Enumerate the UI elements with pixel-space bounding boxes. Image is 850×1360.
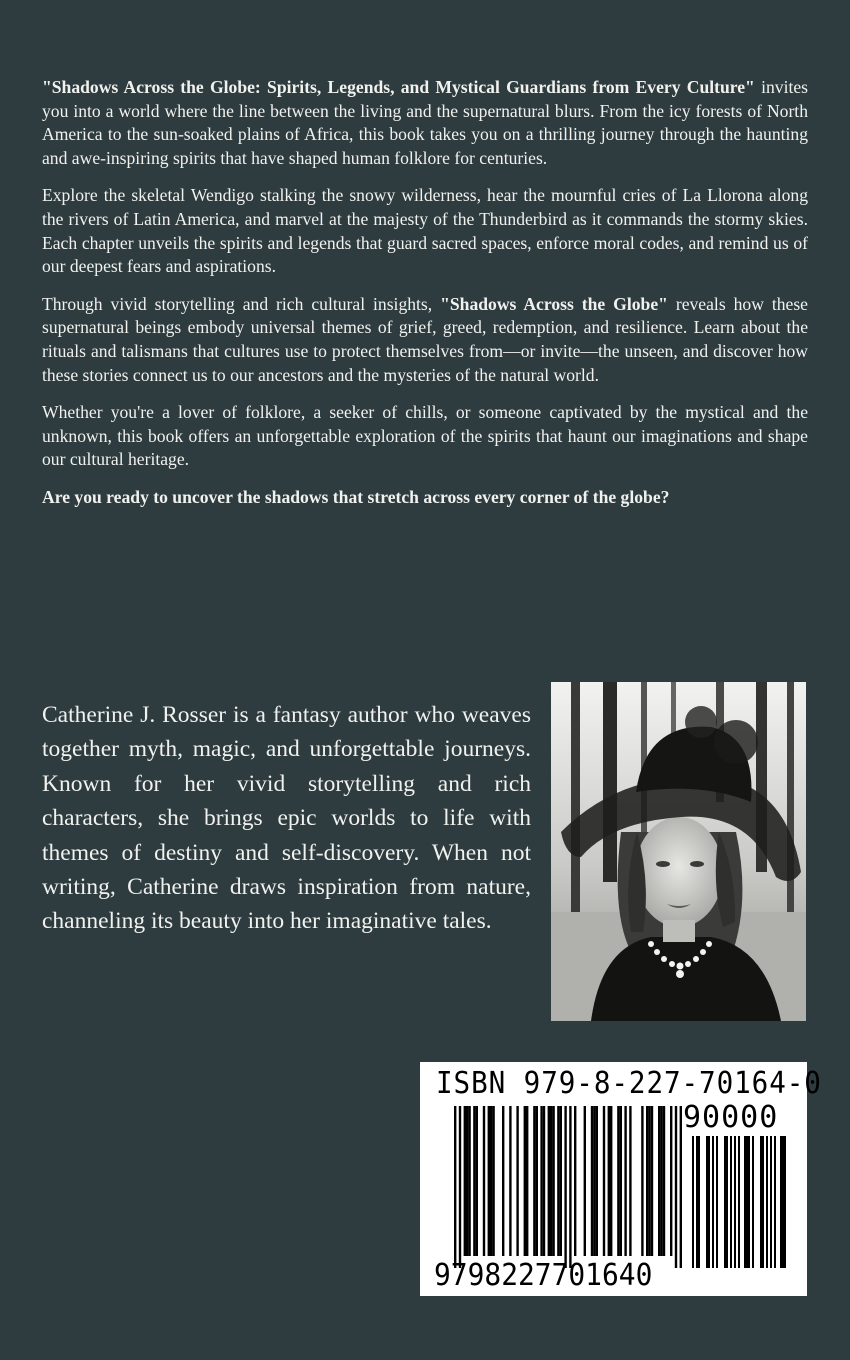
barcode-bar <box>660 1106 662 1256</box>
addon-bar <box>784 1136 786 1268</box>
barcode-bar <box>492 1106 494 1256</box>
addon-bar <box>744 1136 746 1268</box>
addon-bar <box>760 1136 762 1268</box>
addon-bar <box>724 1136 726 1268</box>
price-code: 90000 <box>683 1100 779 1135</box>
barcode-bar <box>646 1106 648 1256</box>
barcode-bar <box>641 1106 643 1256</box>
addon-bar <box>708 1136 710 1268</box>
addon-bar <box>706 1136 708 1268</box>
addon-bar <box>734 1136 736 1268</box>
addon-bar <box>774 1136 776 1268</box>
barcode-bar <box>540 1106 542 1256</box>
blurb-paragraph-1 <box>42 76 808 170</box>
barcode-bar <box>526 1106 528 1256</box>
barcode-bar <box>548 1106 550 1256</box>
barcode-bar <box>466 1106 468 1256</box>
barcode-bar <box>670 1106 672 1256</box>
barcode-bar <box>658 1106 660 1256</box>
barcode-bar <box>476 1106 478 1256</box>
author-photo <box>551 682 806 1021</box>
barcode-bar <box>468 1106 470 1256</box>
barcode-bar <box>651 1106 653 1256</box>
book-title-bold: "Shadows Across the Globe: Spirits, Legends, and Mystical Guardians from Every Culture" <box>42 77 755 97</box>
blurb-paragraph-2: Explore the skeletal Wendigo stalking the snowy wilderness, hear the mournful cries of La Llorona along the rivers of Latin America, and marvel at the majesty of the Thunderbird as it commands the stormy skies. Each chapter unveils the spirits and legends that guard sacred spaces, enforce moral codes, and remind us of our deepest fears and aspirations. <box>42 185 808 277</box>
addon-bar <box>782 1136 784 1268</box>
barcode-bar <box>459 1106 461 1268</box>
barcode-bar <box>591 1106 593 1256</box>
barcode-bar <box>617 1106 619 1256</box>
barcode-bar <box>564 1106 566 1268</box>
barcode-bar <box>464 1106 466 1256</box>
barcode-bar <box>454 1106 456 1268</box>
isbn-label: ISBN 979-8-227-70164-0 <box>436 1066 822 1101</box>
addon-bar <box>752 1136 754 1268</box>
blurb-text: reveals how these supernatural beings embody universal themes of grief, greed, redemption, and resilience. Learn about the rituals and talismans that cultures use to protect themselves from—or invite—the unseen, and discover how these stories connect us to our ancestors and the mysteries of the natural world. <box>42 293 808 385</box>
barcode-bar <box>552 1106 554 1256</box>
blurb-paragraph-4: Whether you're a lover of folklore, a seeker of chills, or someone captivated by the mystical and the unknown, this book offers an unforgettable exploration of the spirits that haunt our imaginations and shape our cultural heritage. <box>42 402 808 470</box>
addon-bar <box>770 1136 772 1268</box>
barcode-bar <box>516 1106 518 1256</box>
addon-bar <box>726 1136 728 1268</box>
barcode-bar <box>557 1106 559 1256</box>
blurb-text: invites you into a world where the line between the living and the supernatural blurs. From the icy forests of North America to the sun-soaked plains of Africa, this book takes you on a thrilling journey through the haunting and awe-inspiring spirits that have shaped human folklore for centuries. <box>42 77 808 168</box>
barcode-bar <box>543 1106 545 1256</box>
addon-bar <box>746 1136 748 1268</box>
barcode-bar <box>569 1106 571 1268</box>
barcode-bar <box>593 1106 595 1256</box>
barcode-bar <box>524 1106 526 1256</box>
barcode-bar <box>596 1106 598 1256</box>
addon-bar <box>716 1136 718 1268</box>
blurb-paragraph-3 <box>42 293 808 387</box>
barcode-bar <box>680 1106 682 1268</box>
barcode-bar <box>488 1106 490 1256</box>
barcode-bar <box>624 1106 626 1256</box>
barcode-bar <box>483 1106 485 1256</box>
barcode-bar <box>490 1106 492 1256</box>
barcode-bar <box>629 1106 631 1256</box>
addon-bar <box>712 1136 714 1268</box>
barcode-bar <box>502 1106 504 1256</box>
barcode-bar <box>675 1106 677 1268</box>
blurb-text: Through vivid storytelling and rich cultural insights, <box>42 293 441 314</box>
addon-bar <box>780 1136 782 1268</box>
addon-bar <box>698 1136 700 1268</box>
barcode-bar <box>608 1106 610 1256</box>
barcode-bar <box>584 1106 586 1256</box>
barcode-digits: 9798227701640 <box>434 1258 653 1293</box>
barcode-bar <box>473 1106 475 1256</box>
barcode-bar <box>574 1106 576 1256</box>
barcode-bar <box>550 1106 552 1256</box>
addon-bar <box>762 1136 764 1268</box>
barcode-bar <box>536 1106 538 1256</box>
barcode-bar <box>509 1106 511 1256</box>
author-bio: Catherine J. Rosser is a fantasy author who weaves together myth, magic, and unforgettable journeys. Known for her vivid storytelling and rich characters, she brings epic worlds to life with themes of destiny and self-discovery. When not writing, Catherine draws inspiration from nature, channeling its beauty into her imaginative tales. <box>42 702 531 935</box>
addon-bar <box>738 1136 740 1268</box>
addon-bar <box>766 1136 768 1268</box>
back-cover-blurb <box>42 76 808 524</box>
barcode-bar <box>533 1106 535 1256</box>
barcode-bar <box>560 1106 562 1256</box>
barcode-bar <box>663 1106 665 1256</box>
addon-bar <box>692 1136 694 1268</box>
barcode-bar <box>610 1106 612 1256</box>
addon-bar <box>748 1136 750 1268</box>
blurb-call-to-action: Are you ready to uncover the shadows that stretch across every corner of the globe? <box>42 486 670 507</box>
addon-bar <box>730 1136 732 1268</box>
barcode-bar <box>603 1106 605 1256</box>
isbn-barcode <box>420 1062 822 1296</box>
barcode-bar <box>620 1106 622 1256</box>
book-title-bold: "Shadows Across the Globe" <box>440 293 668 314</box>
addon-bar <box>696 1136 698 1268</box>
barcode-bar <box>648 1106 650 1256</box>
